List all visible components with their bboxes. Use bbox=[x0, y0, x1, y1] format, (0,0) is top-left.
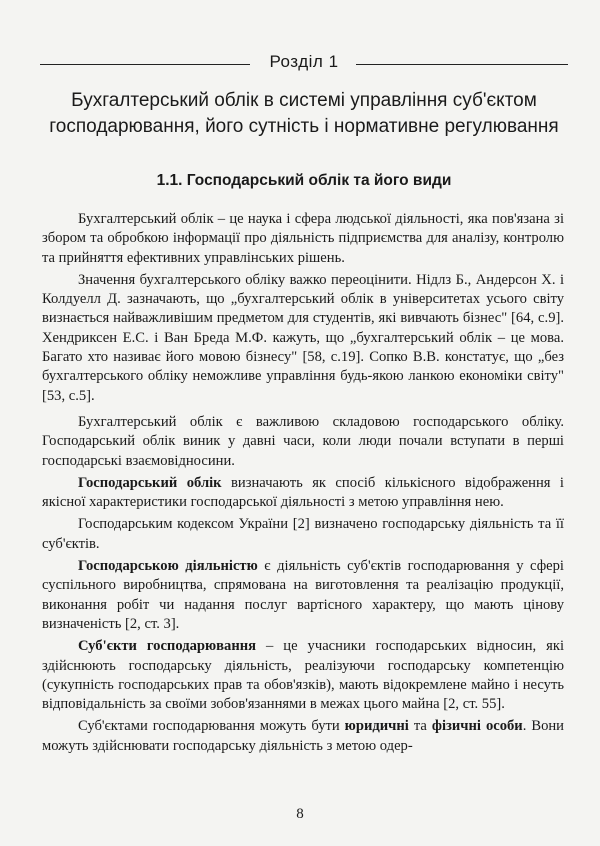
paragraph-8-text-a: Суб'єктами господарювання можуть бути bbox=[78, 718, 345, 735]
section-title: 1.1. Господарський облік та його види bbox=[156, 172, 452, 189]
paragraph-8-text-d: . Вони можуть здійснювати господарську діяльність з метою одер- bbox=[42, 718, 564, 754]
paragraph-2: Значення бухгалтерського обліку важко переоцінити. Нідлз Б., Андерсон Х. і Колдуелл Д. зазначають, що „бухгалтерський облік в університетах усього світу визнається найважливішим предметом для студентів, які вивчають бізнес" [64, с.9]. Хендриксен Е.С. і Ван Бреда М.Ф. кажуть, що „бухгалтерський облік – це мова. Багато хто називає його мовою бізнесу" [58, с.19]. Сопко В.В. констатує, що „без бухгалтерського обліку неможливе управління будь-якою ланкою економіки світу" [53, с.5]. bbox=[42, 271, 564, 404]
paragraph-6-text: є діяльність суб'єктів господарювання у сфері суспільного виробництва, спрямована на виготовлення та реалізацію продукції, виконання робіт чи надання послуг вартісного характеру, що мають цінову визначеність [2, ст. 3]. bbox=[42, 558, 564, 632]
paragraph-5: Господарським кодексом України [2] визначено господарську діяльність та її суб'єктів. bbox=[42, 516, 564, 552]
term-economic-activity: Господарською діяльністю bbox=[78, 558, 258, 575]
paragraph-3: Бухгалтерський облік є важливою складовою господарського обліку. Господарський облік виник у давні часи, коли люди почали вступати в перші господарські взаємовідносини. bbox=[42, 413, 564, 469]
chapter-label: Розділ 1 bbox=[269, 52, 339, 71]
paragraph-1: Бухгалтерський облік – це наука і сфера людської діяльності, яка пов'язана зі збором та обробкою інформації про діяльність підприємства для аналізу, контролю та прийняття ефективних управлінських рішень. bbox=[42, 211, 564, 266]
paragraph-8 bbox=[42, 717, 564, 756]
chapter-title bbox=[30, 88, 578, 140]
paragraph-7 bbox=[42, 637, 564, 714]
header-rule-right bbox=[356, 64, 568, 65]
page-number: 8 bbox=[296, 806, 304, 822]
chapter-title-line-2: господарювання, його сутність і нормативне регулювання bbox=[49, 116, 559, 137]
term-legal: юридичні bbox=[344, 718, 409, 735]
term-natural-persons: фізичні особи bbox=[431, 718, 523, 735]
term-economic-accounting: Господарський облік bbox=[78, 474, 222, 491]
paragraph-7-text: – це учасники господарських відносин, які здійснюють господарську діяльність, реалізуючи господарську компетенцію (сукупність господарських прав та обов'язків), мають відокремлене майно і несуть відповідальність за своїми зобов'язаннями в межах цього майна [2, ст. 55]. bbox=[42, 638, 564, 713]
paragraph-4-text: визначають як спосіб кількісного відображення і якісної характеристики господарської діяльності з метою управління нею. bbox=[42, 474, 564, 511]
body-text bbox=[42, 210, 564, 759]
chapter-title-line-1: Бухгалтерський облік в системі управління суб'єктом bbox=[71, 90, 537, 111]
paragraph-4 bbox=[42, 474, 564, 513]
term-economic-entities: Суб'єкти господарювання bbox=[78, 638, 257, 655]
paragraph-8-text-c: та bbox=[408, 718, 432, 735]
paragraph-6 bbox=[42, 557, 564, 634]
chapter-header bbox=[40, 52, 568, 76]
